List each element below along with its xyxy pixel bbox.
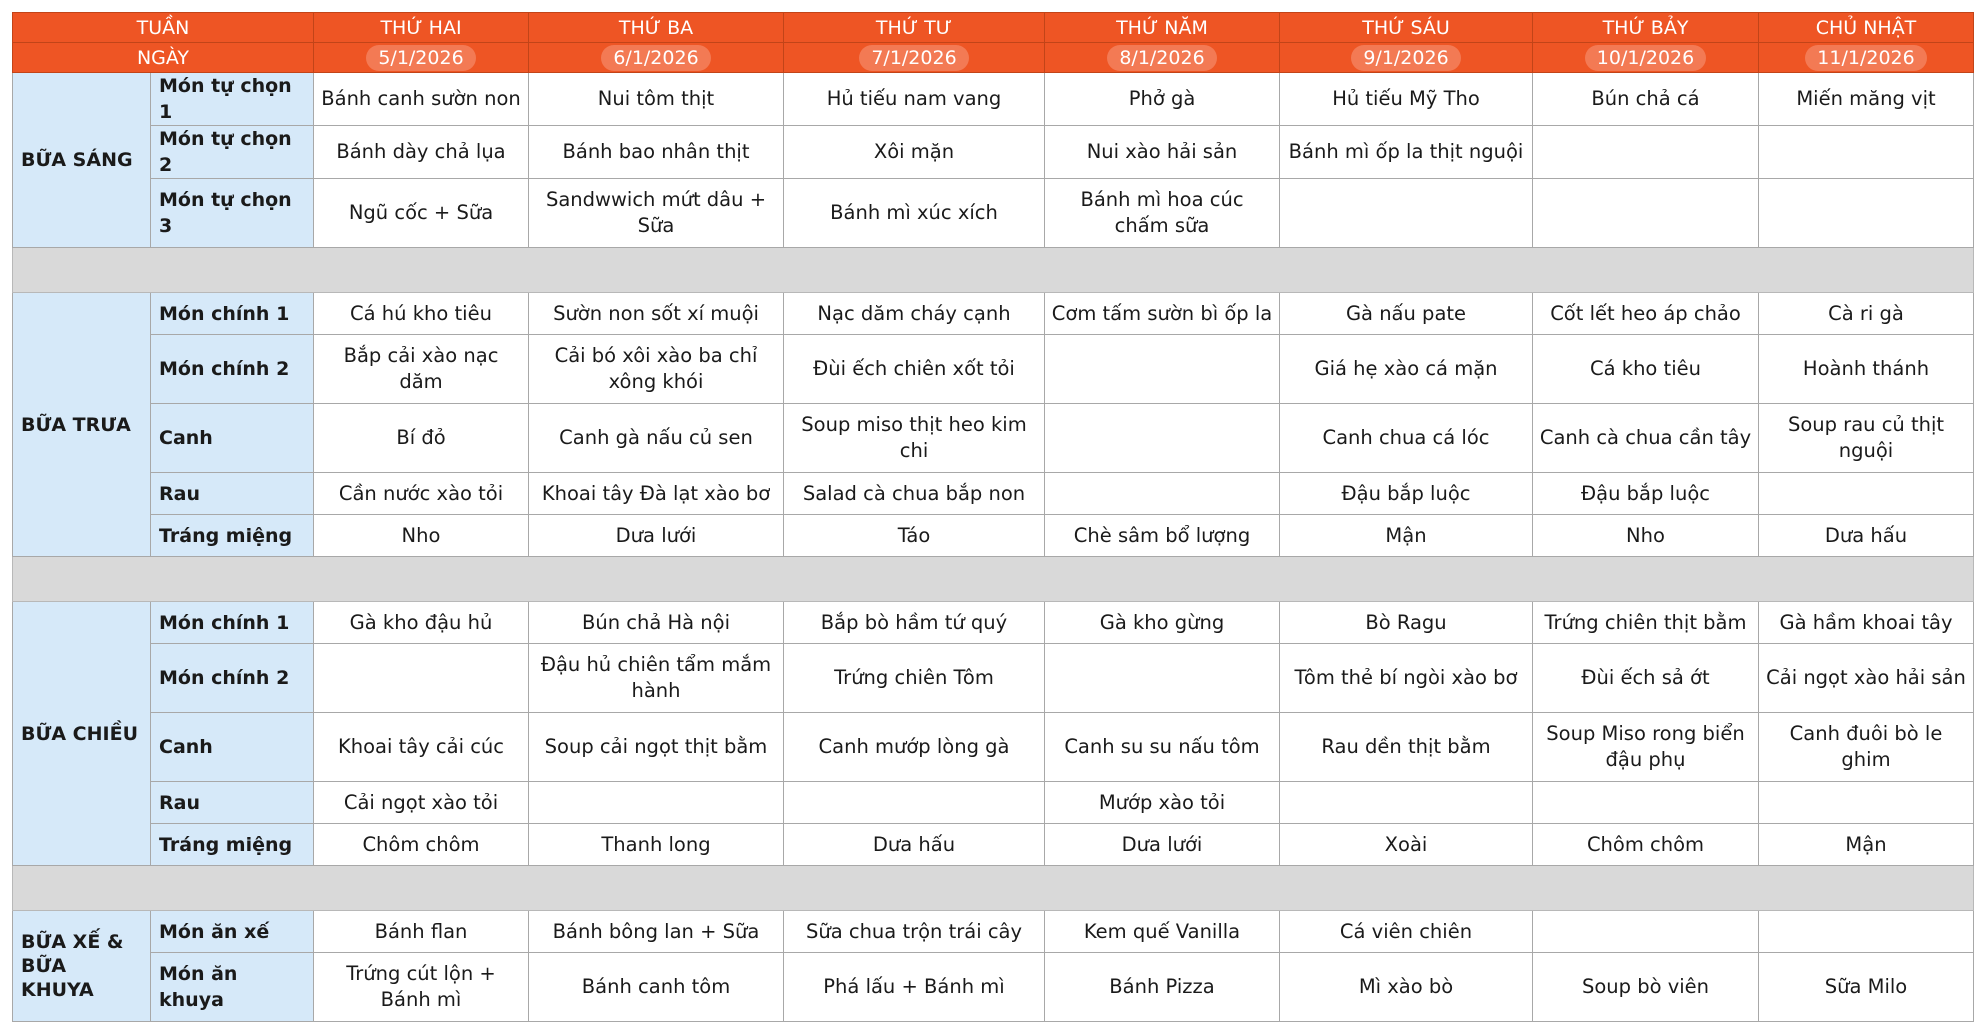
dish-cell: Trứng chiên thịt bằm: [1533, 602, 1759, 644]
dish-type-label: Rau: [151, 473, 314, 515]
dish-cell: Bí đỏ: [314, 404, 529, 473]
dish-cell: Bánh dày chả lụa: [314, 126, 529, 179]
date-cell: [1533, 43, 1759, 73]
dish-cell: Hủ tiếu Mỹ Tho: [1280, 73, 1533, 126]
date-cell: [314, 43, 529, 73]
dish-cell: Giá hẹ xào cá mặn: [1280, 335, 1533, 404]
menu-row: [13, 911, 1974, 953]
dish-cell: Gà nấu pate: [1280, 293, 1533, 335]
date-badge: 9/1/2026: [1351, 45, 1460, 71]
dish-cell: Bánh bông lan + Sữa: [529, 911, 784, 953]
dish-cell: Cốt lết heo áp chảo: [1533, 293, 1759, 335]
dish-cell: [1533, 126, 1759, 179]
meal-label: BỮA TRƯA: [13, 293, 151, 557]
dish-type-label: Canh: [151, 404, 314, 473]
day-header: THỨ SÁU: [1280, 13, 1533, 43]
dish-cell: Bún chả cá: [1533, 73, 1759, 126]
dish-cell: Bánh flan: [314, 911, 529, 953]
dish-cell: Phở gà: [1045, 73, 1280, 126]
dish-cell: Bánh canh sườn non: [314, 73, 529, 126]
day-header: THỨ BẢY: [1533, 13, 1759, 43]
dish-cell: Miến măng vịt: [1759, 73, 1974, 126]
dish-cell: Nho: [314, 515, 529, 557]
dish-cell: Soup Miso rong biển đậu phụ: [1533, 713, 1759, 782]
dish-cell: [1759, 911, 1974, 953]
menu-row: [13, 335, 1974, 404]
menu-row: [13, 824, 1974, 866]
menu-row: [13, 644, 1974, 713]
dish-cell: Cá viên chiên: [1280, 911, 1533, 953]
dish-cell: Đùi ếch chiên xốt tỏi: [784, 335, 1045, 404]
dish-cell: Bánh canh tôm: [529, 953, 784, 1022]
dish-type-label: Món chính 2: [151, 335, 314, 404]
menu-row: [13, 473, 1974, 515]
dish-cell: Canh cà chua cần tây: [1533, 404, 1759, 473]
day-header: THỨ TƯ: [784, 13, 1045, 43]
dish-cell: Hoành thánh: [1759, 335, 1974, 404]
dish-cell: [1759, 126, 1974, 179]
dish-cell: Canh gà nấu củ sen: [529, 404, 784, 473]
dish-cell: Khoai tây cải cúc: [314, 713, 529, 782]
date-cell: [784, 43, 1045, 73]
dish-cell: Canh mướp lòng gà: [784, 713, 1045, 782]
dish-type-label: Món tự chọn 3: [151, 179, 314, 248]
dish-cell: [1533, 179, 1759, 248]
dish-cell: Ngũ cốc + Sữa: [314, 179, 529, 248]
dish-cell: Soup rau củ thịt nguội: [1759, 404, 1974, 473]
dish-cell: Bắp cải xào nạc dăm: [314, 335, 529, 404]
date-badge: 7/1/2026: [859, 45, 968, 71]
date-cell: [529, 43, 784, 73]
dish-type-label: Món tự chọn 2: [151, 126, 314, 179]
date-cell: [1045, 43, 1280, 73]
dish-cell: [314, 644, 529, 713]
dish-cell: Thanh long: [529, 824, 784, 866]
dish-cell: Trứng chiên Tôm: [784, 644, 1045, 713]
menu-row: [13, 953, 1974, 1022]
dish-cell: Dưa lưới: [529, 515, 784, 557]
dish-cell: Xoài: [1280, 824, 1533, 866]
week-header: TUẦN: [13, 13, 314, 43]
dish-cell: Dưa hấu: [1759, 515, 1974, 557]
day-header: THỨ BA: [529, 13, 784, 43]
dish-type-label: Món tự chọn 1: [151, 73, 314, 126]
meal-label: BỮA XẾ & BỮA KHUYA: [13, 911, 151, 1022]
dish-type-label: Món ăn xế: [151, 911, 314, 953]
day-header: THỨ NĂM: [1045, 13, 1280, 43]
dish-cell: [1533, 911, 1759, 953]
dish-cell: Mì xào bò: [1280, 953, 1533, 1022]
date-badge: 8/1/2026: [1107, 45, 1216, 71]
dish-cell: Cải bó xôi xào ba chỉ xông khói: [529, 335, 784, 404]
dish-type-label: Món chính 1: [151, 602, 314, 644]
dish-cell: [1045, 404, 1280, 473]
dish-type-label: Canh: [151, 713, 314, 782]
dish-cell: Kem quế Vanilla: [1045, 911, 1280, 953]
dish-cell: Xôi mặn: [784, 126, 1045, 179]
dish-cell: Đậu bắp luộc: [1533, 473, 1759, 515]
menu-row: [13, 782, 1974, 824]
dish-cell: [1280, 782, 1533, 824]
dish-cell: [1759, 179, 1974, 248]
dish-cell: Canh su su nấu tôm: [1045, 713, 1280, 782]
date-cell: [1759, 43, 1974, 73]
date-badge: 5/1/2026: [366, 45, 475, 71]
menu-row: [13, 293, 1974, 335]
dish-cell: Gà hầm khoai tây: [1759, 602, 1974, 644]
dish-cell: Táo: [784, 515, 1045, 557]
meal-label: BỮA CHIỀU: [13, 602, 151, 866]
dish-cell: Mận: [1759, 824, 1974, 866]
weekly-menu-table: [12, 12, 1974, 1022]
dish-cell: [1759, 782, 1974, 824]
menu-sheet: [12, 12, 1974, 1022]
date-cell: [1280, 43, 1533, 73]
dish-cell: Cơm tấm sườn bì ốp la: [1045, 293, 1280, 335]
dish-cell: Sữa Milo: [1759, 953, 1974, 1022]
dish-cell: Canh chua cá lóc: [1280, 404, 1533, 473]
dish-cell: Chè sâm bổ lượng: [1045, 515, 1280, 557]
dish-cell: Gà kho đậu hủ: [314, 602, 529, 644]
separator-row: [13, 557, 1974, 602]
dish-cell: Cá kho tiêu: [1533, 335, 1759, 404]
dish-cell: Chôm chôm: [1533, 824, 1759, 866]
dish-cell: Cải ngọt xào hải sản: [1759, 644, 1974, 713]
dish-cell: [784, 782, 1045, 824]
dish-cell: Salad cà chua bắp non: [784, 473, 1045, 515]
dish-cell: Cá hú kho tiêu: [314, 293, 529, 335]
date-badge: 11/1/2026: [1805, 45, 1926, 71]
dish-type-label: Món chính 1: [151, 293, 314, 335]
dish-cell: Bánh Pizza: [1045, 953, 1280, 1022]
dish-cell: Dưa hấu: [784, 824, 1045, 866]
dish-cell: Mướp xào tỏi: [1045, 782, 1280, 824]
dish-cell: Canh đuôi bò le ghim: [1759, 713, 1974, 782]
menu-row: [13, 713, 1974, 782]
dish-cell: Sandwwich mứt dâu + Sữa: [529, 179, 784, 248]
dish-cell: Bò Ragu: [1280, 602, 1533, 644]
dish-cell: Cần nước xào tỏi: [314, 473, 529, 515]
dish-cell: Nui tôm thịt: [529, 73, 784, 126]
dish-type-label: Tráng miệng: [151, 515, 314, 557]
day-header: CHỦ NHẬT: [1759, 13, 1974, 43]
dish-cell: Cải ngọt xào tỏi: [314, 782, 529, 824]
menu-row: [13, 179, 1974, 248]
dish-cell: [1533, 782, 1759, 824]
dish-cell: Dưa lưới: [1045, 824, 1280, 866]
dish-cell: Mận: [1280, 515, 1533, 557]
dish-cell: Hủ tiếu nam vang: [784, 73, 1045, 126]
dish-cell: [1045, 335, 1280, 404]
dish-cell: Bánh mì hoa cúc chấm sữa: [1045, 179, 1280, 248]
dish-cell: Gà kho gừng: [1045, 602, 1280, 644]
menu-row: [13, 126, 1974, 179]
dish-cell: Khoai tây Đà lạt xào bơ: [529, 473, 784, 515]
dish-cell: Nạc dăm cháy cạnh: [784, 293, 1045, 335]
menu-row: [13, 515, 1974, 557]
dish-type-label: Rau: [151, 782, 314, 824]
dish-cell: Sữa chua trộn trái cây: [784, 911, 1045, 953]
dish-cell: Bánh mì xúc xích: [784, 179, 1045, 248]
dish-cell: [1045, 473, 1280, 515]
dish-cell: [1280, 179, 1533, 248]
dish-cell: Chôm chôm: [314, 824, 529, 866]
dish-cell: [1759, 473, 1974, 515]
menu-row: [13, 404, 1974, 473]
dish-cell: Tôm thẻ bí ngòi xào bơ: [1280, 644, 1533, 713]
dish-cell: [1045, 644, 1280, 713]
date-header: NGÀY: [13, 43, 314, 73]
separator-row: [13, 248, 1974, 293]
separator: [13, 248, 1974, 293]
menu-row: [13, 602, 1974, 644]
dish-cell: Bắp bò hầm tứ quý: [784, 602, 1045, 644]
dish-cell: Rau dền thịt bằm: [1280, 713, 1533, 782]
dish-cell: Đùi ếch sả ớt: [1533, 644, 1759, 713]
dish-cell: Nho: [1533, 515, 1759, 557]
dish-cell: [529, 782, 784, 824]
dish-cell: Đậu hủ chiên tẩm mắm hành: [529, 644, 784, 713]
dish-cell: Sườn non sốt xí muội: [529, 293, 784, 335]
header-days-row: [13, 13, 1974, 43]
dish-cell: Bún chả Hà nội: [529, 602, 784, 644]
separator: [13, 557, 1974, 602]
separator-row: [13, 866, 1974, 911]
header-dates-row: [13, 43, 1974, 73]
dish-cell: Nui xào hải sản: [1045, 126, 1280, 179]
dish-cell: Phá lấu + Bánh mì: [784, 953, 1045, 1022]
dish-cell: Soup miso thịt heo kim chi: [784, 404, 1045, 473]
date-badge: 10/1/2026: [1585, 45, 1706, 71]
dish-type-label: Món chính 2: [151, 644, 314, 713]
day-header: THỨ HAI: [314, 13, 529, 43]
dish-cell: Bánh bao nhân thịt: [529, 126, 784, 179]
dish-cell: Đậu bắp luộc: [1280, 473, 1533, 515]
date-badge: 6/1/2026: [601, 45, 710, 71]
separator: [13, 866, 1974, 911]
menu-row: [13, 73, 1974, 126]
dish-type-label: Món ăn khuya: [151, 953, 314, 1022]
dish-type-label: Tráng miệng: [151, 824, 314, 866]
dish-cell: Trứng cút lộn + Bánh mì: [314, 953, 529, 1022]
dish-cell: Bánh mì ốp la thịt nguội: [1280, 126, 1533, 179]
dish-cell: Soup bò viên: [1533, 953, 1759, 1022]
dish-cell: Cà ri gà: [1759, 293, 1974, 335]
dish-cell: Soup cải ngọt thịt bằm: [529, 713, 784, 782]
meal-label: BỮA SÁNG: [13, 73, 151, 248]
